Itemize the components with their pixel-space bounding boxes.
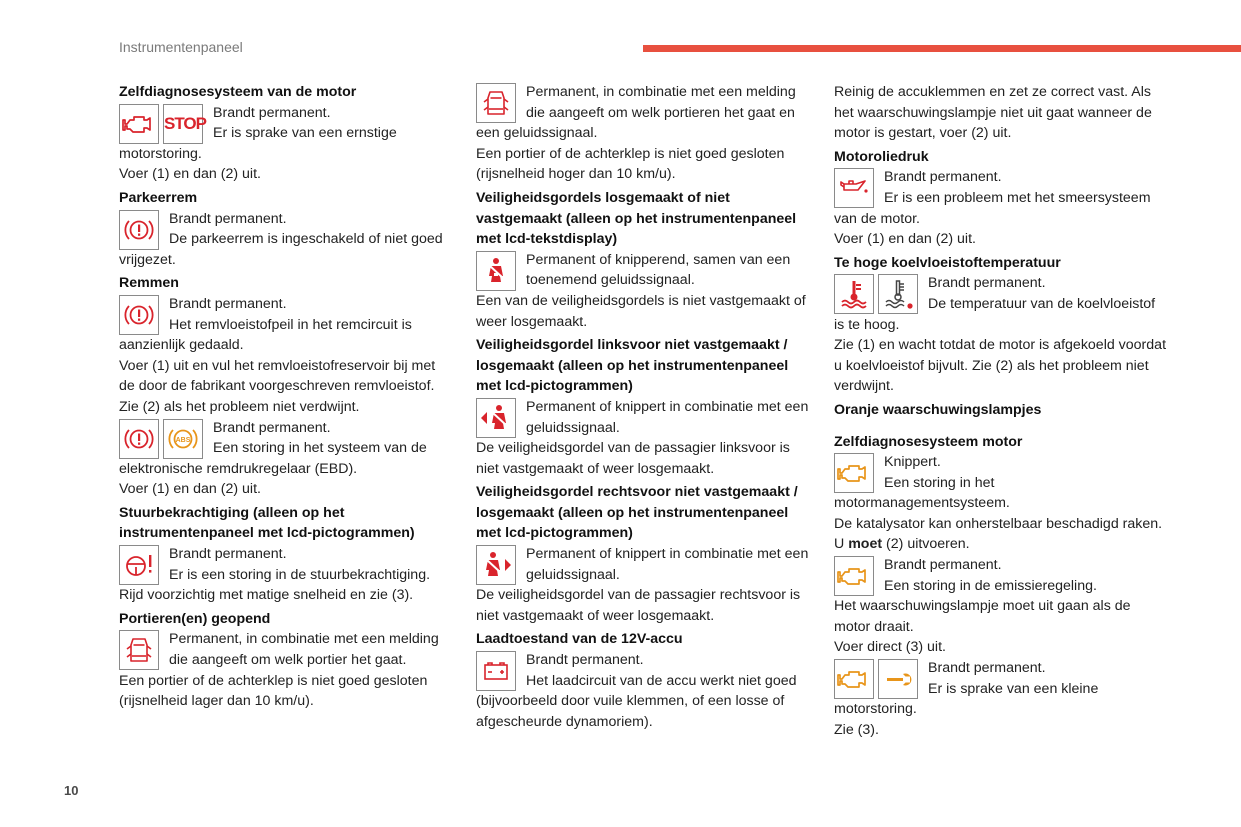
text-line: Voer (1) en dan (2) uit. bbox=[834, 231, 976, 248]
text-line: De veiligheidsgordel van de passagier linksvoor is niet vastgemaakt of weer losgemaakt. bbox=[476, 440, 790, 477]
section-battery-continued bbox=[834, 82, 1169, 144]
icon-group bbox=[834, 556, 878, 596]
text-fragment: (2) uitvoeren. bbox=[882, 536, 970, 553]
steering-warning-icon bbox=[119, 545, 159, 585]
text-line: Brandt permanent. bbox=[169, 546, 287, 563]
brake-warning-icon bbox=[119, 295, 159, 335]
door-open-icon bbox=[476, 83, 516, 123]
section-orange-lamps bbox=[834, 400, 1169, 421]
section-title: Remmen bbox=[119, 275, 179, 292]
icon-group bbox=[119, 630, 163, 670]
text-line: Brandt permanent. bbox=[526, 652, 644, 669]
section-header: Instrumentenpaneel bbox=[119, 39, 243, 55]
text-line: Het remvloeistofpeil in het remcircuit is aanzienlijk gedaald. bbox=[119, 316, 412, 354]
text-line: Zie (2) als het probleem niet verdwijnt. bbox=[119, 398, 360, 415]
text-line: Knippert. bbox=[884, 454, 941, 471]
text-line: Permanent of knippert in combinatie met een geluidssignaal. bbox=[526, 546, 809, 583]
seatbelt-left-icon bbox=[476, 398, 516, 438]
icon-group bbox=[476, 398, 520, 438]
text-line: Voer (1) en dan (2) uit. bbox=[119, 481, 261, 498]
icon-group bbox=[834, 168, 878, 208]
section-title: Oranje waarschuwingslampjes bbox=[834, 401, 1042, 418]
text-line: Een portier of de achterklep is niet goed gesloten (rijsnelheid hoger dan 10 km/u). bbox=[476, 145, 785, 183]
column-1 bbox=[119, 82, 454, 712]
section-coolant-temp bbox=[834, 253, 1169, 397]
seatbelt-icon bbox=[476, 251, 516, 291]
text-line: De veiligheidsgordel van de passagier rechtsvoor is niet vastgemaakt of weer losgemaakt. bbox=[476, 587, 801, 624]
engine-orange-icon bbox=[834, 556, 874, 596]
engine-red-icon bbox=[119, 104, 159, 144]
wrench-icon bbox=[878, 659, 918, 699]
text-line: Permanent, in combinatie met een melding die aangeeft om welk portier het gaat. bbox=[169, 631, 439, 669]
section-doors-open bbox=[119, 609, 454, 712]
seatbelt-right-icon bbox=[476, 545, 516, 585]
text-line: Brandt permanent. bbox=[169, 295, 287, 312]
text-line: Een van de veiligheidsgordels is niet vastgemaakt of weer losgemaakt. bbox=[476, 292, 806, 330]
section-doors-open-fast bbox=[476, 82, 811, 185]
section-seatbelts bbox=[476, 188, 811, 332]
icon-group bbox=[834, 274, 922, 314]
text-line: Permanent of knipperend, samen van een toenemend geluidssignaal. bbox=[526, 251, 791, 289]
text-line: Brandt permanent. bbox=[928, 275, 1046, 292]
text-line: Een storing in het motormanagementsysteem. bbox=[834, 474, 1010, 512]
door-open-icon bbox=[119, 630, 159, 670]
text-line: Brandt permanent. bbox=[169, 210, 287, 227]
text-line bbox=[834, 534, 1169, 555]
text-line: Brandt permanent. bbox=[928, 660, 1046, 677]
text-line: Er is een probleem met het smeersysteem van de motor. bbox=[834, 189, 1151, 227]
text-line: Er is sprake van een kleine motorstoring. bbox=[834, 680, 1099, 718]
section-seatbelt-right bbox=[476, 482, 811, 626]
section-seatbelt-left bbox=[476, 335, 811, 479]
brake-warning-icon bbox=[119, 419, 159, 459]
section-title: Zelfdiagnosesysteem motor bbox=[834, 433, 1023, 450]
section-title: Motoroliedruk bbox=[834, 148, 929, 165]
engine-orange-icon bbox=[834, 453, 874, 493]
section-title: Veiligheidsgordel linksvoor niet vastgemaakt / losgemaakt (alleen op het instrumentenpaneel met lcd-pictogrammen) bbox=[476, 337, 789, 395]
text-line: Rijd voorzichtig met matige snelheid en zie (3). bbox=[119, 587, 414, 604]
text-fragment: U bbox=[834, 536, 849, 553]
text-line: Voer direct (3) uit. bbox=[834, 639, 946, 656]
column-2 bbox=[476, 82, 811, 732]
section-engine-diagnosis bbox=[119, 82, 454, 185]
icon-group bbox=[476, 651, 520, 691]
section-title: Parkeerrem bbox=[119, 189, 198, 206]
icon-group bbox=[834, 659, 922, 699]
section-title: Veiligheidsgordel rechtsvoor niet vastgemaakt / losgemaakt (alleen op het instrumentenpaneel met lcd-pictogrammen) bbox=[476, 484, 798, 542]
section-brakes bbox=[119, 273, 454, 500]
section-title: Laadtoestand van de 12V-accu bbox=[476, 631, 683, 648]
abs-icon bbox=[163, 419, 203, 459]
icon-group bbox=[476, 251, 520, 291]
text-line: Brandt permanent. bbox=[213, 419, 331, 436]
section-engine-diagnosis-orange bbox=[834, 432, 1169, 741]
text-line: Een storing in de emissieregeling. bbox=[884, 577, 1097, 594]
icon-group bbox=[119, 545, 163, 585]
battery-icon bbox=[476, 651, 516, 691]
section-title: Veiligheidsgordels losgemaakt of niet vastgemaakt (alleen op het instrumentenpaneel met lcd-tekstdisplay) bbox=[476, 189, 797, 248]
stop-label: STOP bbox=[164, 113, 206, 133]
oil-can-icon bbox=[834, 168, 874, 208]
section-title: Zelfdiagnosesysteem van de motor bbox=[119, 84, 357, 100]
icon-group bbox=[834, 453, 878, 493]
brake-warning-icon bbox=[119, 210, 159, 250]
text-line: Reinig de accuklemmen en zet ze correct vast. Als het waarschuwingslampje niet uit gaat wanneer de motor is gestart, voer (2) uit. bbox=[834, 84, 1152, 142]
page-number: 10 bbox=[64, 783, 79, 798]
text-line: Er is een storing in de stuurbekrachtiging. bbox=[169, 566, 431, 583]
engine-orange-icon bbox=[834, 659, 874, 699]
text-line: Voer (1) uit en vul het remvloeistofreservoir bij met de door de fabrikant voorgeschreven remvloeistof. bbox=[119, 357, 436, 395]
column-3 bbox=[834, 82, 1169, 740]
header-accent-bar bbox=[643, 45, 1241, 52]
text-line: De parkeerrem is ingeschakeld of niet goed vrijgezet. bbox=[119, 231, 443, 268]
text-line: Het waarschuwingslampje moet uit gaan als de motor draait. bbox=[834, 598, 1131, 635]
text-emphasis: moet bbox=[848, 536, 883, 553]
section-title: Te hoge koelvloeistoftemperatuur bbox=[834, 254, 1061, 271]
section-battery bbox=[476, 629, 811, 732]
icon-group bbox=[119, 210, 163, 250]
section-parking-brake bbox=[119, 188, 454, 270]
text-line: Het laadcircuit van de accu werkt niet goed (bijvoorbeeld door vuile klemmen, of een losse of afgescheurde dynamoriem). bbox=[476, 672, 797, 730]
icon-group bbox=[476, 545, 520, 585]
text-line: Brandt permanent. bbox=[884, 169, 1002, 186]
abs-label: ABS bbox=[175, 436, 191, 444]
icon-group bbox=[119, 104, 207, 144]
text-line: De katalysator kan onherstelbaar beschadigd raken. bbox=[834, 515, 1163, 532]
text-line: Zie (1) en wacht totdat de motor is afgekoeld voordat u koelvloeistof bijvult. Zie (2) als het probleem niet verdwijnt. bbox=[834, 337, 1167, 395]
section-power-steering bbox=[119, 503, 454, 606]
coolant-temp-red-icon bbox=[834, 274, 874, 314]
text-line: Voer (1) en dan (2) uit. bbox=[119, 166, 261, 183]
text-line: Er is sprake van een ernstige motorstoring. bbox=[119, 125, 397, 162]
stop-icon bbox=[163, 104, 206, 144]
section-title: Portieren(en) geopend bbox=[119, 610, 271, 627]
text-line: Zie (3). bbox=[834, 721, 879, 738]
text-line: Permanent, in combinatie met een melding die aangeeft om welk portieren het gaat en een geluidssignaal. bbox=[476, 84, 796, 142]
coolant-temp-display-icon bbox=[878, 274, 918, 314]
section-oil-pressure bbox=[834, 147, 1169, 250]
text-line: Brandt permanent. bbox=[213, 104, 331, 121]
text-line: De temperatuur van de koelvloeistof is te hoog. bbox=[834, 295, 1156, 333]
section-title: Stuurbekrachtiging (alleen op het instrumentenpaneel met lcd-pictogrammen) bbox=[119, 504, 415, 542]
text-line: Een storing in het systeem van de elektronische remdrukregelaar (EBD). bbox=[119, 440, 427, 477]
icon-group bbox=[476, 83, 520, 123]
text-line: Brandt permanent. bbox=[884, 557, 1002, 574]
icon-group bbox=[119, 295, 163, 335]
icon-group bbox=[119, 419, 207, 459]
text-line: Permanent of knippert in combinatie met een geluidssignaal. bbox=[526, 398, 809, 436]
text-line: Een portier of de achterklep is niet goed gesloten (rijsnelheid lager dan 10 km/u). bbox=[119, 672, 428, 710]
